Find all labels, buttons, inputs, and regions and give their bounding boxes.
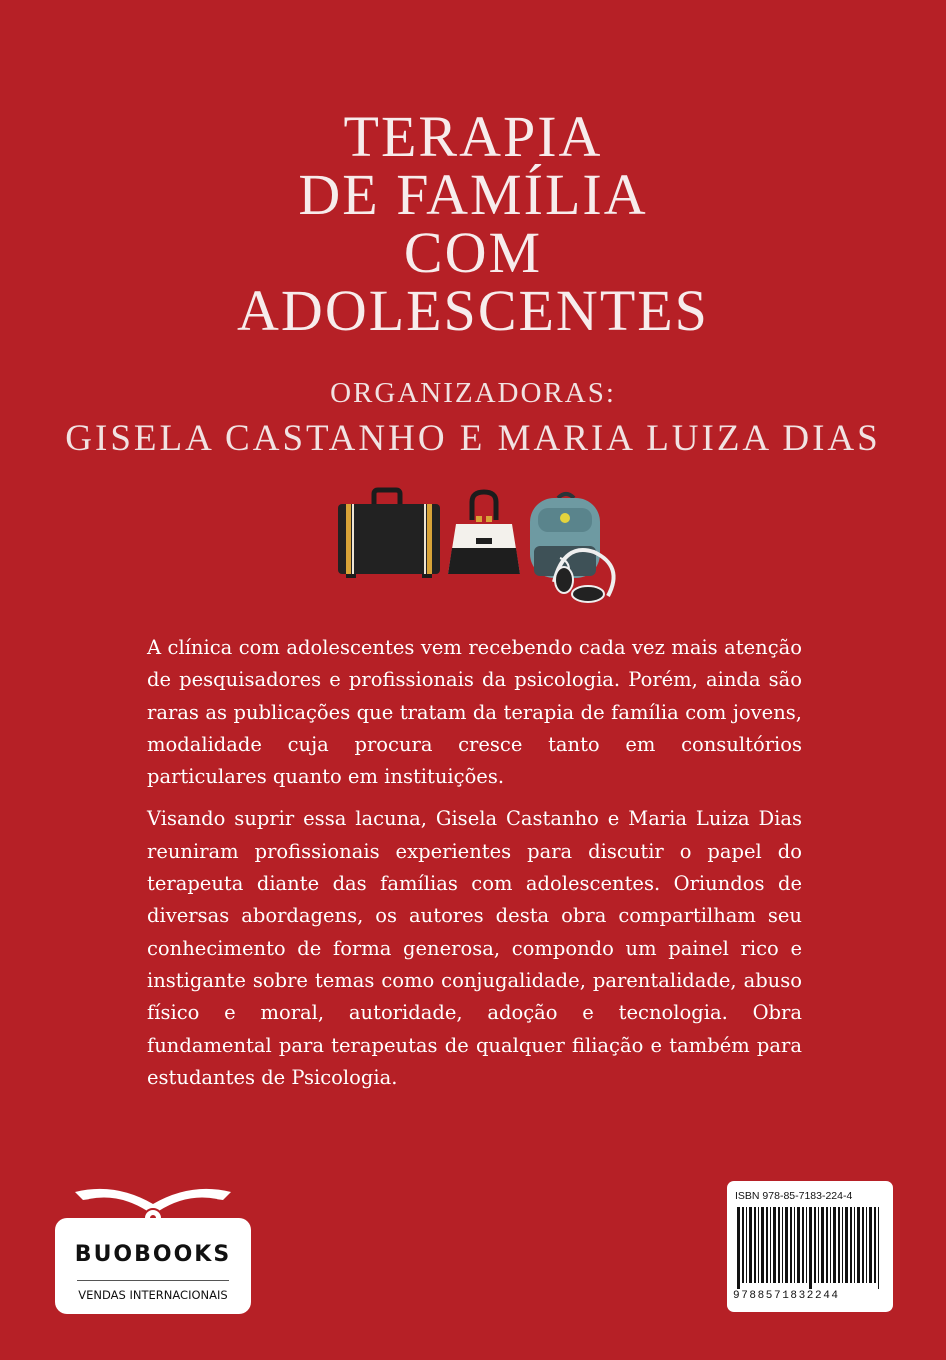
title-line-4: ADOLESCENTES <box>237 278 709 343</box>
book-synopsis <box>147 632 802 1104</box>
barcode-digits: 9788571832244 <box>733 1290 840 1302</box>
organizers-label: ORGANIZADORAS: <box>330 377 616 409</box>
title-line-3: COM <box>403 220 543 285</box>
isbn-number: ISBN 978-85-7183-224-4 <box>735 1190 853 1202</box>
logo-divider <box>77 1280 229 1281</box>
suitcase-icon <box>338 490 440 578</box>
publisher-logo <box>55 1178 251 1314</box>
publisher-subtitle: VENDAS INTERNACIONAIS <box>78 1288 228 1302</box>
synopsis-paragraph-1: A clínica com adolescentes vem recebendo cada vez mais atenção de pesquisadores e profissionais da psicologia. Porém, ainda são raras as publicações que tratam da terapia de família com jovens, modalidade cuja procura cresce tanto em consultórios particulares quanto em instituições. <box>147 636 802 789</box>
backpack-icon <box>530 494 600 578</box>
bags-illustration <box>332 486 636 610</box>
title-line-1: TERAPIA <box>343 104 603 169</box>
book-title <box>0 104 946 343</box>
organizers-names: GISELA CASTANHO E MARIA LUIZA DIAS <box>65 418 881 459</box>
title-line-2: DE FAMÍLIA <box>298 162 648 227</box>
synopsis-paragraph-2: Visando suprir essa lacuna, Gisela Castanho e Maria Luiza Dias reuniram profissionais experientes para discutir o papel do terapeuta diante das famílias com adolescentes. Oriundos de diversas abordagens, os autores desta obra compartilham seu conhecimento de forma generosa, compondo um painel rico e instigante sobre temas como conjugalidade, parentalidade, abuso físico e moral, autoridade, adoção e tecnologia. Obra fundamental para terapeutas de qualquer filiação e também para estudantes de Psicologia. <box>147 807 802 1089</box>
handbag-icon <box>448 492 520 574</box>
barcode-label <box>727 1181 893 1312</box>
publisher-name: BUOBOOKS <box>74 1242 232 1267</box>
barcode-bars <box>737 1207 883 1289</box>
